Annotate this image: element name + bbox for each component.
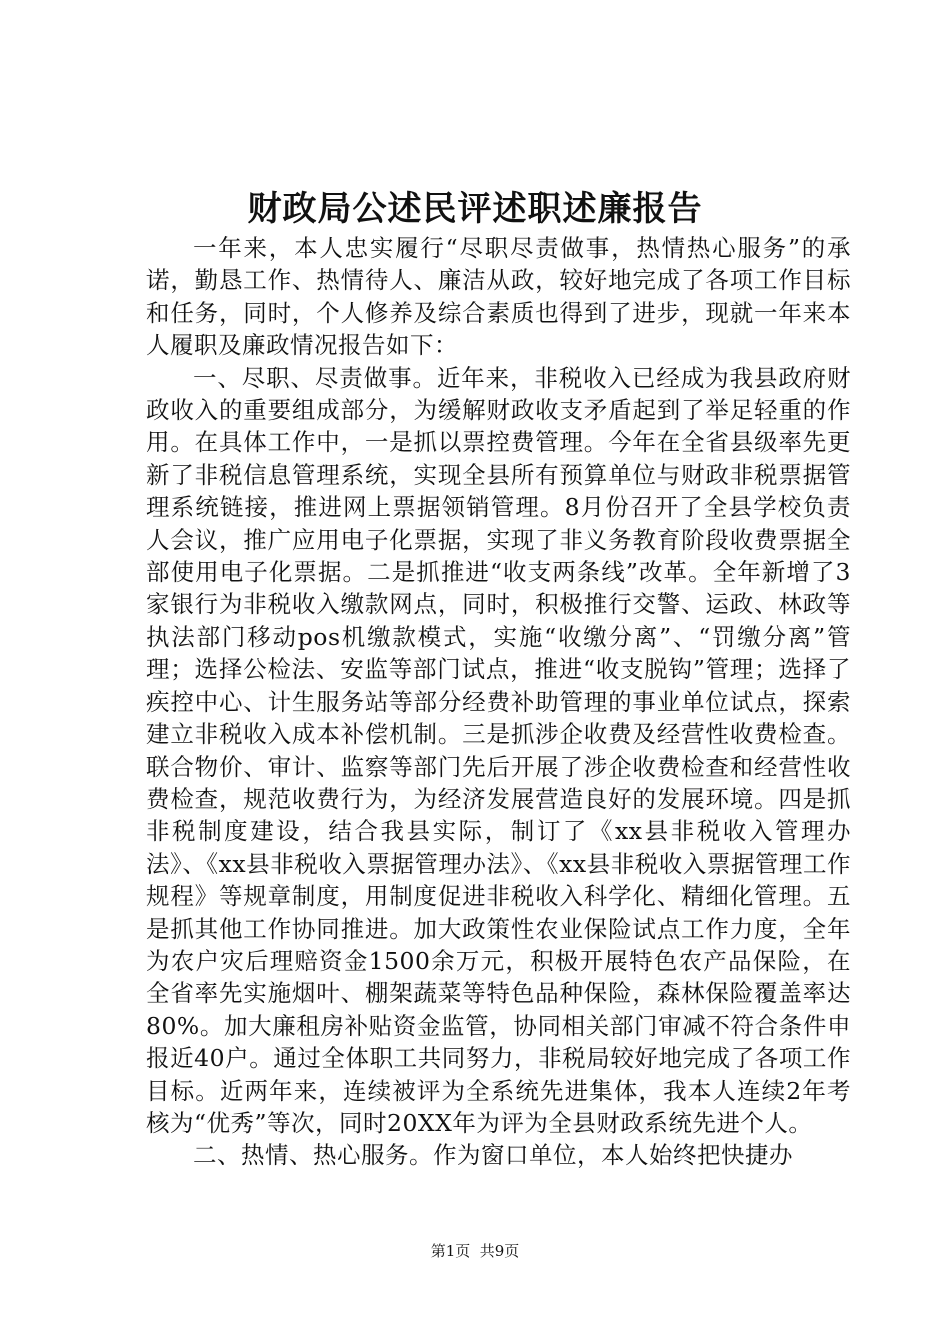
page-footer <box>0 1240 950 1262</box>
page-title: 财政局公述民评述职述廉报告 <box>247 189 703 229</box>
paragraph-section-two: 二、热情、热心服务。作为窗口单位，本人始终把快捷办 <box>193 1141 793 1170</box>
paragraph-intro: 一年来，本人忠实履行“尽职尽责做事，热情热心服务”的承诺，勤恳工作、热情待人、廉洁从政，较好地完成了各项工作目标和任务，同时，个人修养及综合素质也得到了进步，现就一年来本人履职及廉政情况报告如下： <box>146 234 851 360</box>
body-text <box>146 232 851 1172</box>
paragraph-section-one: 一、尽职、尽责做事。近年来，非税收入已经成为我县政府财政收入的重要组成部分，为缓解财政收支矛盾起到了举足轻重的作用。在具体工作中，一是抓以票控费管理。今年在全省县级率先更新了非税信息管理系统，实现全县所有预算单位与财政非税票据管理系统链接，推进网上票据领销管理。8月份召开了全县学校负责人会议，推广应用电子化票据，实现了非义务教育阶段收费票据全部使用电子化票据。二是抓推进“收支两条线”改革。全年新增了3家银行为非税收入缴款网点，同时，积极推行交警、运政、林政等执法部门移动pos机缴款模式，实施“收缴分离”、“罚缴分离”管理；选择公检法、安监等部门试点，推进“收支脱钩”管理；选择了疾控中心、计生服务站等部分经费补助管理的事业单位试点，探索建立非税收入成本补偿机制。三是抓涉企收费及经营性收费检查。联合物价、审计、监察等部门先后开展了涉企收费检查和经营性收费检查，规范收费行为，为经济发展营造良好的发展环境。四是抓非税制度建设，结合我县实际，制订了《xx县非税收入管理办法》、《xx县非税收入票据管理办法》、《xx县非税收入票据管理工作规程》等规章制度，用制度促进非税收入科学化、精细化管理。五是抓其他工作协同推进。加大政策性农业保险试点工作力度，全年为农户灾后理赔资金1500余万元，积极开展特色农产品保险，在全省率先实施烟叶、棚架蔬菜等特色品种保险，森林保险覆盖率达80%。加大廉租房补贴资金监管，协同相关部门审减不符合条件申报近40户。通过全体职工共同努力，非税局较好地完成了各项工作目标。近两年来，连续被评为全系统先进集体，我本人连续2年考核为“优秀”等次，同时20XX年为评为全县财政系统先进个人。 <box>146 363 851 1137</box>
page-number: 第1页 共9页 <box>430 1242 520 1260</box>
